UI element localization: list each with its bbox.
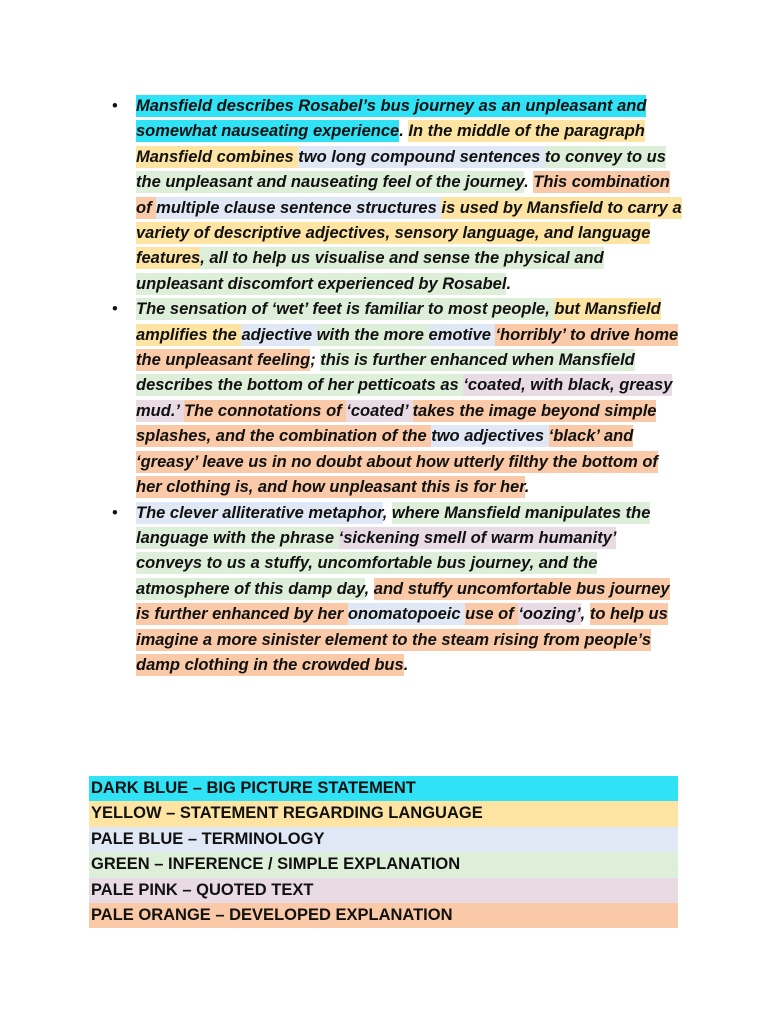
highlighted-segment-pale-blue: multiple clause sentence structures bbox=[156, 198, 442, 217]
highlighted-segment-pale-pink: ‘oozing’ bbox=[518, 605, 581, 624]
legend-row-dark-blue: DARK BLUE – BIG PICTURE STATEMENT bbox=[89, 776, 678, 801]
highlighted-segment-pale-blue: adjective bbox=[241, 325, 317, 344]
highlighted-segment-pale-blue: onomatopoeic bbox=[347, 605, 466, 624]
highlighted-segment-pale-blue: two adjectives bbox=[431, 427, 549, 446]
highlighted-segment-pale-orange: The connotations of bbox=[183, 401, 347, 420]
highlighted-segment-yellow: but Mansfield amplifies the bbox=[136, 300, 661, 344]
highlighted-segment-none: . bbox=[524, 173, 534, 192]
highlighted-segment-pale-orange: to help us imagine a more sinister element to the steam rising from people’s damp clothing in the crowded bus bbox=[136, 605, 668, 674]
highlighted-segment-pale-orange: ‘horribly’ to drive home the unpleasant feeling bbox=[136, 325, 679, 370]
highlighted-segment-none: . bbox=[403, 655, 409, 674]
legend-row-pale-blue: PALE BLUE – TERMINOLOGY bbox=[89, 827, 678, 852]
highlighted-segment-pale-orange: and stuffy uncomfortable bus journey is further enhanced by her bbox=[136, 579, 670, 624]
highlighted-segment-pale-blue: two long compound sentences bbox=[298, 147, 545, 166]
highlighted-segment-none: , bbox=[364, 579, 374, 598]
legend-row-pale-orange: PALE ORANGE – DEVELOPED EXPLANATION bbox=[89, 903, 678, 928]
highlighted-segment-green: with the more bbox=[316, 325, 429, 344]
highlighted-segment-green: where Mansfield manipulates the language with the phrase bbox=[136, 503, 651, 547]
highlighted-segment-pale-pink: ‘coated, with black, greasy mud.’ bbox=[136, 376, 673, 420]
highlighted-segment-pale-pink: ‘sickening smell of warm humanity’ bbox=[338, 528, 617, 547]
highlighted-segment-green: conveys to us a stuffy, uncomfortable bus journey, and the atmosphere of this damp day bbox=[136, 554, 598, 598]
highlighted-segment-green: to convey to us the unpleasant and nauseating feel of the journey bbox=[136, 147, 666, 192]
highlighted-segment-none: ; bbox=[310, 351, 321, 370]
highlighted-segment-none: . bbox=[399, 122, 409, 141]
highlighted-segment-pale-orange: takes the image beyond simple splashes, and the combination of the bbox=[136, 401, 657, 446]
highlighted-segment-pale-orange: ‘black’ and ‘greasy’ leave us in no doubt about how utterly filthy the bottom of her clothing is, and how unpleasant this is for her bbox=[136, 427, 658, 497]
colour-key-legend bbox=[89, 776, 678, 928]
highlighted-segment-pale-blue: emotive bbox=[428, 325, 496, 344]
bullet-paragraph bbox=[112, 501, 682, 679]
highlighted-segment-none: . bbox=[506, 274, 512, 293]
highlighted-segment-none: , bbox=[382, 503, 392, 522]
highlighted-segment-pale-blue: The clever alliterative metaphor bbox=[136, 503, 383, 522]
highlighted-segment-pale-orange: This combination of bbox=[136, 173, 670, 217]
annotation-bullet-list bbox=[112, 94, 682, 678]
highlighted-segment-dark-blue: Mansfield describes Rosabel’s bus journey as an unpleasant and somewhat nauseating experience bbox=[136, 97, 647, 141]
bullet-paragraph bbox=[112, 297, 682, 500]
highlighted-segment-yellow: is used by Mansfield to carry a variety of descriptive adjectives, sensory language, and language features bbox=[136, 198, 682, 268]
highlighted-segment-pale-pink: ‘coated’ bbox=[346, 401, 413, 420]
bullet-paragraph bbox=[112, 94, 682, 297]
highlighted-segment-green: The sensation of ‘wet’ feet is familiar to most people, bbox=[136, 300, 555, 319]
legend-row-yellow: YELLOW – STATEMENT REGARDING LANGUAGE bbox=[89, 801, 678, 826]
bullet-dot-icon: • bbox=[112, 503, 118, 522]
highlighted-segment-none: , bbox=[580, 605, 590, 624]
highlighted-segment-none: . bbox=[524, 478, 530, 497]
highlighted-segment-pale-orange: use of bbox=[465, 605, 519, 624]
highlighted-segment-green: this is further enhanced when Mansfield describes the bottom of her petticoats as bbox=[136, 351, 635, 395]
legend-row-green: GREEN – INFERENCE / SIMPLE EXPLANATION bbox=[89, 852, 678, 877]
legend-row-pale-pink: PALE PINK – QUOTED TEXT bbox=[89, 878, 678, 903]
bullet-dot-icon: • bbox=[112, 300, 118, 319]
highlighted-segment-green: , all to help us visualise and sense the physical and unpleasant discomfort experienced by Rosabel bbox=[136, 249, 604, 293]
highlighted-segment-yellow: In the middle of the paragraph Mansfield combines bbox=[136, 122, 645, 166]
bullet-dot-icon: • bbox=[112, 97, 118, 115]
